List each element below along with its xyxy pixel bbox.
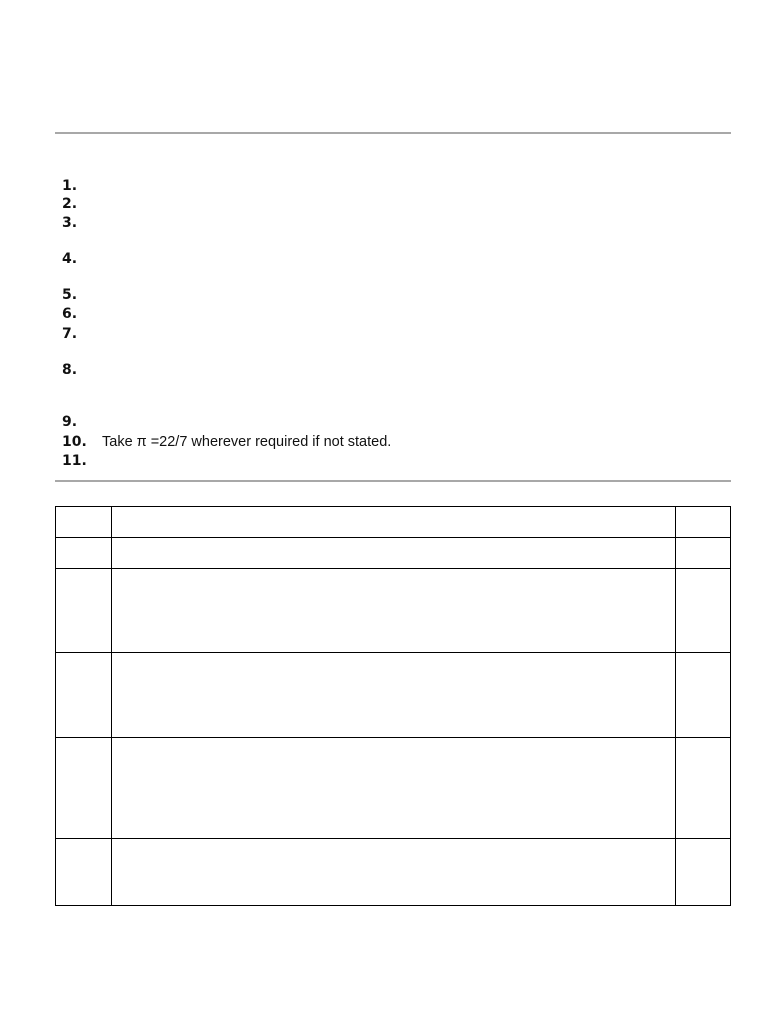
question-number-cell [56, 839, 112, 906]
instruction-item-9 [62, 413, 102, 431]
question-text-cell [112, 507, 676, 538]
instruction-item-8 [62, 361, 102, 379]
instruction-number: 8. [62, 362, 78, 378]
question-text-cell [112, 839, 676, 906]
instruction-number: 4. [62, 251, 78, 267]
question-table [55, 506, 731, 906]
question-text-cell [112, 569, 676, 653]
instruction-number: 10. [62, 434, 87, 450]
instruction-number: 1. [62, 178, 78, 194]
table-row [56, 569, 731, 653]
table-header-row [56, 507, 731, 538]
table-row [56, 738, 731, 839]
marks-cell [676, 839, 731, 906]
instruction-item-7 [62, 325, 102, 343]
marks-cell [676, 538, 731, 569]
question-number-cell [56, 569, 112, 653]
instruction-item-1 [62, 177, 102, 195]
instructions-list [0, 0, 768, 480]
instruction-number: 9. [62, 414, 78, 430]
instruction-number: 2. [62, 196, 78, 212]
question-number-cell [56, 653, 112, 738]
question-text-cell [112, 653, 676, 738]
instruction-number: 5. [62, 287, 78, 303]
question-text-cell [112, 538, 676, 569]
marks-cell [676, 507, 731, 538]
instruction-item-5 [62, 286, 102, 304]
instruction-number: 6. [62, 306, 78, 322]
instruction-item-4 [62, 250, 102, 268]
question-number-cell [56, 738, 112, 839]
question-number-cell [56, 538, 112, 569]
table-row [56, 538, 731, 569]
marks-cell [676, 653, 731, 738]
instruction-item-11 [62, 452, 102, 470]
marks-cell [676, 569, 731, 653]
instruction-number: 3. [62, 215, 78, 231]
instruction-text: Take π =22/7 wherever required if not stated. [102, 434, 392, 450]
question-text-cell [112, 738, 676, 839]
table-row [56, 839, 731, 906]
instruction-number: 7. [62, 326, 78, 342]
instruction-item-10 [62, 433, 391, 451]
table-row [56, 653, 731, 738]
instruction-number: 11. [62, 453, 87, 469]
question-number-cell [56, 507, 112, 538]
instruction-item-6 [62, 305, 102, 323]
instruction-item-2 [62, 195, 102, 213]
marks-cell [676, 738, 731, 839]
instruction-item-3 [62, 214, 102, 232]
bottom-divider [55, 480, 731, 482]
